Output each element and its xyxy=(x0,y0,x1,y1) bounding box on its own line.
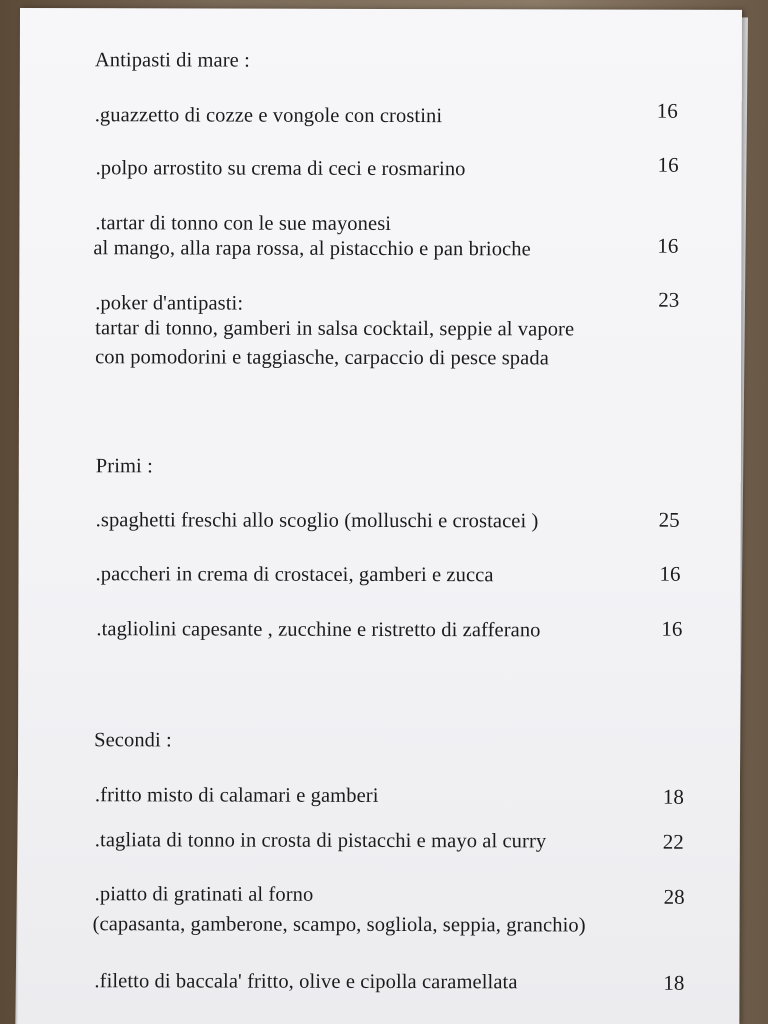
menu-item-line: .piatto di gratinati al forno xyxy=(94,883,314,906)
menu-item-line: .poker d'antipasti: xyxy=(95,292,244,315)
menu-item-line: .tartar di tonno con le sue mayonesi xyxy=(95,212,392,235)
section-title-primi: Primi : xyxy=(95,455,153,478)
menu-item-line: .fritto misto di calamari e gamberi xyxy=(94,784,379,807)
menu-item-line: .tagliata di tonno in crosta di pistacchi e mayo al curry xyxy=(94,829,547,853)
section-title-antipasti: Antipasti di mare : xyxy=(94,49,250,72)
menu-item-line: .spaghetti freschi allo scoglio (molluschi e crostacei ) xyxy=(95,509,539,533)
menu-item-price: 16 xyxy=(659,561,681,586)
menu-item-price: 16 xyxy=(656,98,678,123)
menu-item-line: al mango, alla rapa rossa, al pistacchio e pan brioche xyxy=(93,237,531,261)
section-title-secondi: Secondi : xyxy=(94,729,172,752)
menu-item-line: (capasanta, gamberone, scampo, sogliola, seppia, granchio) xyxy=(92,913,586,937)
menu-item-price: 16 xyxy=(661,616,683,641)
menu-item-price: 16 xyxy=(657,233,679,258)
menu-item-line: tartar di tonno, gamberi in salsa cocktail, seppie al vapore xyxy=(95,317,575,341)
menu-item-line: .guazzetto di cozze e vongole con crostini xyxy=(94,104,443,128)
menu-item-price: 18 xyxy=(662,784,684,809)
menu-sheet xyxy=(17,8,742,1024)
menu-item-line: .tagliolini capesante , zucchine e ristretto di zafferano xyxy=(96,618,541,642)
menu-item-price: 25 xyxy=(658,507,680,532)
menu-item-line: .filetto di baccala' fritto, olive e cipolla caramellata xyxy=(94,970,518,994)
menu-item-price: 28 xyxy=(663,884,685,909)
menu-item-price: 22 xyxy=(662,829,684,854)
menu-item-line: .polpo arrostito su crema di ceci e rosmarino xyxy=(95,157,466,181)
menu-item-price: 16 xyxy=(657,152,679,177)
menu-item-price: 18 xyxy=(663,970,685,995)
menu-item-price: 23 xyxy=(658,287,680,312)
menu-item-line: .paccheri in crema di crostacei, gamberi e zucca xyxy=(95,563,494,587)
menu-item-line: con pomodorini e taggiasche, carpaccio di pesce spada xyxy=(95,346,549,370)
